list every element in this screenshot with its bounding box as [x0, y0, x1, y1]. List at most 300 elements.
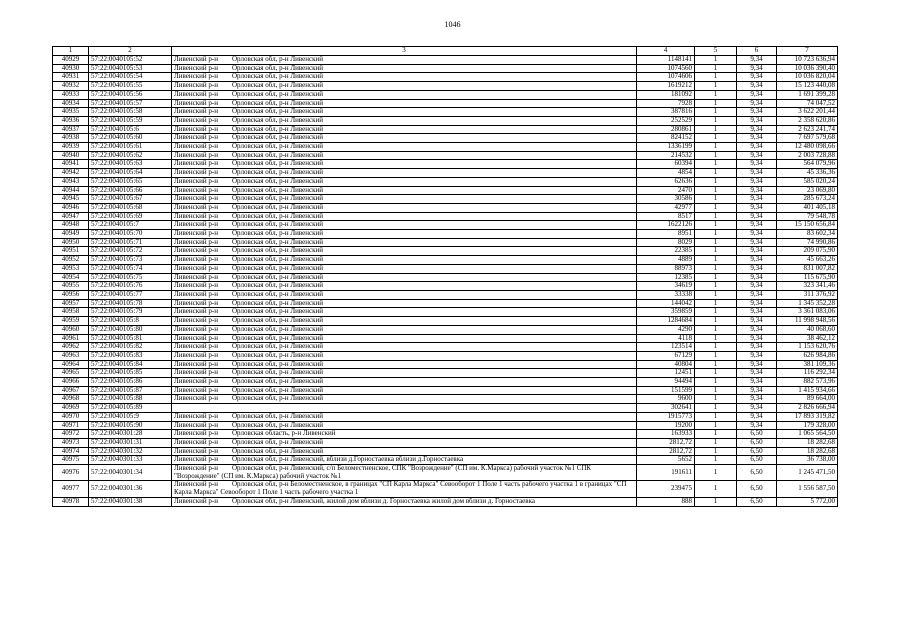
row-number-cell: 40967: [53, 386, 89, 395]
address: Орловская обл, р-н Ливенский: [232, 55, 324, 63]
value-cell: 5 772,00: [777, 497, 838, 506]
area-cell: 1284684: [637, 317, 695, 326]
cadastral-number-cell: 57:22:0040301:31: [89, 438, 172, 447]
rate-cell: 9,34: [737, 125, 777, 134]
table-row: [53, 497, 838, 506]
area-cell: 67129: [637, 351, 695, 360]
count-cell: 1: [695, 351, 737, 360]
area-cell: 181092: [637, 90, 695, 99]
area-cell: 88973: [637, 264, 695, 273]
row-number-cell: 40958: [53, 308, 89, 317]
address-cell: [172, 90, 637, 99]
cadastral-number-cell: 57:22:0040301:33: [89, 456, 172, 465]
table-row: [53, 343, 838, 352]
row-number-cell: 40940: [53, 151, 89, 160]
area-cell: 191611: [637, 465, 695, 481]
cadastral-number-cell: 57:22:0040105:53: [89, 64, 172, 73]
table-row: [53, 203, 838, 212]
table-row: [53, 334, 838, 343]
address-cell: [172, 64, 637, 73]
district: Ливенский р-н: [174, 125, 218, 133]
address: Орловская обл, р-н Ливенский, с/п Беломестненское, СПК "Возрождение" (СП им. К.Маркса) рабочий участок №1 СПК "Возрождение" (СП им. К.Маркса) рабочий участок №1: [174, 464, 592, 480]
count-cell: 1: [695, 125, 737, 134]
row-number-cell: 40960: [53, 325, 89, 334]
cadastral-number-cell: 57:22:0040105:90: [89, 421, 172, 430]
row-number-cell: 40968: [53, 395, 89, 404]
count-cell: 1: [695, 64, 737, 73]
row-number-cell: 40942: [53, 169, 89, 178]
count-cell: 1: [695, 308, 737, 317]
address-cell: [172, 82, 637, 91]
count-cell: 1: [695, 290, 737, 299]
count-cell: 1: [695, 203, 737, 212]
rate-cell: 9,34: [737, 169, 777, 178]
district: Ливенский р-н: [174, 316, 218, 325]
cadastral-number-cell: 57:22:0040301:36: [89, 481, 172, 497]
rate-cell: 9,34: [737, 203, 777, 212]
area-cell: 34619: [637, 282, 695, 291]
value-cell: 882 573,96: [777, 378, 838, 387]
value-cell: 2 003 728,88: [777, 151, 838, 160]
address-cell: [172, 343, 637, 352]
row-number-cell: 40962: [53, 343, 89, 352]
address: Орловская обл, р-н Ливенский: [232, 307, 324, 316]
value-cell: 36 738,00: [777, 456, 838, 465]
district: Ливенский р-н: [174, 307, 218, 316]
count-cell: 1: [695, 369, 737, 378]
district: Ливенский р-н: [174, 255, 218, 264]
district: Ливенский р-н: [174, 81, 218, 90]
rate-cell: 9,34: [737, 282, 777, 291]
value-cell: 564 079,96: [777, 160, 838, 169]
row-number-cell: 40970: [53, 412, 89, 421]
value-cell: 10 036 390,40: [777, 64, 838, 73]
address: Орловская обл, р-н Ливенский: [232, 264, 324, 272]
value-cell: 3 622 201,44: [777, 108, 838, 117]
rate-cell: 9,34: [737, 230, 777, 239]
district: Ливенский р-н: [174, 177, 218, 185]
value-cell: 401 405,18: [777, 203, 838, 212]
value-cell: 18 282,68: [777, 447, 838, 456]
area-cell: 2812,72: [637, 447, 695, 456]
row-number-cell: 40966: [53, 378, 89, 387]
address-cell: [172, 395, 637, 404]
address-cell: [172, 134, 637, 143]
district: Ливенский р-н: [174, 203, 218, 211]
address: Орловская обл, р-н Ливенский: [232, 133, 324, 142]
header-cell: 2: [89, 47, 172, 56]
district: Ливенский р-н: [174, 273, 218, 281]
rate-cell: 9,34: [737, 378, 777, 387]
area-cell: 302641: [637, 404, 695, 413]
rate-cell: 9,34: [737, 325, 777, 334]
rate-cell: 9,34: [737, 412, 777, 421]
row-number-cell: 40943: [53, 177, 89, 186]
row-number-cell: 40941: [53, 160, 89, 169]
cadastral-number-cell: 57:22:0040105:79: [89, 308, 172, 317]
value-cell: 89 664,00: [777, 395, 838, 404]
address-cell: [172, 125, 637, 134]
value-cell: 38 462,12: [777, 334, 838, 343]
count-cell: 1: [695, 395, 737, 404]
area-cell: 7928: [637, 99, 695, 108]
district: Ливенский р-н: [174, 194, 218, 203]
area-cell: 4854: [637, 169, 695, 178]
address: Орловская обл, р-н Ливенский: [232, 360, 324, 368]
rate-cell: 9,34: [737, 212, 777, 221]
address-cell: [172, 430, 637, 439]
value-cell: 585 020,24: [777, 177, 838, 186]
district: Ливенский р-н: [174, 212, 218, 220]
district: Ливенский р-н: [174, 133, 218, 142]
table-row: [53, 325, 838, 334]
cadastral-number-cell: 57:22:0040105:70: [89, 230, 172, 239]
cadastral-number-cell: 57:22:0040105:69: [89, 212, 172, 221]
cadastral-number-cell: 57:22:0040105:61: [89, 143, 172, 152]
row-number-cell: 40961: [53, 334, 89, 343]
count-cell: 1: [695, 438, 737, 447]
table-row: [53, 99, 838, 108]
cadastral-number-cell: 57:22:0040105:73: [89, 256, 172, 265]
area-cell: 1074560: [637, 64, 695, 73]
district: Ливенский р-н: [174, 264, 218, 272]
header-cell: 4: [637, 47, 695, 56]
value-cell: 83 602,34: [777, 230, 838, 239]
row-number-cell: 40969: [53, 404, 89, 413]
table-row: [53, 456, 838, 465]
rate-cell: 9,34: [737, 299, 777, 308]
area-cell: 19200: [637, 421, 695, 430]
address-cell: [172, 325, 637, 334]
value-cell: 23 069,80: [777, 186, 838, 195]
district: Ливенский р-н: [174, 351, 218, 359]
row-number-cell: 40963: [53, 351, 89, 360]
address-cell: [172, 369, 637, 378]
cadastral-number-cell: 57:22:0040301:32: [89, 447, 172, 456]
cadastral-number-cell: 57:22:0040105:65: [89, 177, 172, 186]
row-number-cell: 40965: [53, 369, 89, 378]
cadastral-number-cell: 57:22:0040105:80: [89, 325, 172, 334]
area-cell: 33338: [637, 290, 695, 299]
rate-cell: 6,50: [737, 430, 777, 439]
area-cell: 8029: [637, 238, 695, 247]
rate-cell: 6,50: [737, 456, 777, 465]
count-cell: 1: [695, 412, 737, 421]
address: Орловская обл, р-н Ливенский: [232, 229, 324, 238]
address: Орловская обл, р-н Ливенский: [232, 238, 324, 246]
count-cell: 1: [695, 221, 737, 230]
count-cell: 1: [695, 238, 737, 247]
count-cell: 1: [695, 430, 737, 439]
count-cell: 1: [695, 177, 737, 186]
header-cell: 3: [172, 47, 637, 56]
table-row: [53, 360, 838, 369]
address-cell: [172, 447, 637, 456]
value-cell: 381 109,36: [777, 360, 838, 369]
table-row: [53, 177, 838, 186]
count-cell: 1: [695, 334, 737, 343]
address-cell: [172, 412, 637, 421]
cadastral-number-cell: 57:22:0040105:75: [89, 273, 172, 282]
count-cell: 1: [695, 360, 737, 369]
header-row: [53, 47, 838, 56]
area-cell: 4118: [637, 334, 695, 343]
area-cell: 1915773: [637, 412, 695, 421]
district: Ливенский р-н: [174, 142, 218, 151]
district: Ливенский р-н: [174, 64, 218, 72]
address: Орловская обл, р-н Ливенский: [232, 90, 324, 98]
row-number-cell: 40932: [53, 82, 89, 91]
area-cell: 12385: [637, 273, 695, 282]
address: Орловская обл, р-н Ливенский: [232, 255, 324, 264]
address-cell: [172, 456, 637, 465]
area-cell: 4290: [637, 325, 695, 334]
rate-cell: 6,50: [737, 465, 777, 481]
rate-cell: 9,34: [737, 238, 777, 247]
cadastral-number-cell: 57:22:0040105:85: [89, 369, 172, 378]
value-cell: 179 328,00: [777, 421, 838, 430]
area-cell: 1148141: [637, 56, 695, 65]
rate-cell: 6,50: [737, 438, 777, 447]
count-cell: 1: [695, 73, 737, 82]
table-row: [53, 308, 838, 317]
table-row: [53, 134, 838, 143]
area-cell: 1336199: [637, 143, 695, 152]
value-cell: 3 361 083,06: [777, 308, 838, 317]
cadastral-number-cell: 57:22:0040105:87: [89, 386, 172, 395]
value-cell: 2 623 241,74: [777, 125, 838, 134]
district: Ливенский р-н: [174, 455, 218, 464]
count-cell: 1: [695, 317, 737, 326]
table-row: [53, 169, 838, 178]
district: Ливенский р-н: [174, 299, 218, 307]
address-cell: [172, 497, 637, 506]
address-cell: [172, 143, 637, 152]
value-cell: 831 007,82: [777, 264, 838, 273]
address: Орловская обл, р-н Ливенский: [232, 151, 324, 159]
table-row: [53, 282, 838, 291]
count-cell: 1: [695, 386, 737, 395]
cadastral-number-cell: 57:22:0040105:82: [89, 343, 172, 352]
address-cell: [172, 230, 637, 239]
table-row: [53, 465, 838, 481]
table-row: [53, 264, 838, 273]
district: Ливенский р-н: [174, 90, 218, 98]
address: Орловская обл, р-н Ливенский: [232, 203, 324, 211]
address: Орловская область, р-н Ливенский: [232, 429, 336, 438]
row-number-cell: 40931: [53, 73, 89, 82]
address: Орловская обл, р-н Ливенский: [232, 159, 324, 168]
row-number-cell: 40971: [53, 421, 89, 430]
address-cell: [172, 421, 637, 430]
row-number-cell: 40959: [53, 317, 89, 326]
count-cell: 1: [695, 195, 737, 204]
count-cell: 1: [695, 116, 737, 125]
address-cell: [172, 195, 637, 204]
district: Ливенский р-н: [174, 168, 218, 177]
row-number-cell: 40944: [53, 186, 89, 195]
address: Орловская обл, р-н Ливенский: [232, 116, 324, 124]
rate-cell: 9,34: [737, 308, 777, 317]
table-row: [53, 412, 838, 421]
table-row: [53, 160, 838, 169]
table-row: [53, 421, 838, 430]
address-cell: [172, 238, 637, 247]
table-row: [53, 378, 838, 387]
row-number-cell: 40950: [53, 238, 89, 247]
row-number-cell: 40937: [53, 125, 89, 134]
district: Ливенский р-н: [174, 99, 218, 107]
rate-cell: 9,34: [737, 160, 777, 169]
area-cell: 1622126: [637, 221, 695, 230]
count-cell: 1: [695, 256, 737, 265]
cadastral-number-cell: 57:22:0040105:55: [89, 82, 172, 91]
cadastral-number-cell: 57:22:0040105:63: [89, 160, 172, 169]
cadastral-number-cell: 57:22:0040105:60: [89, 134, 172, 143]
address: Орловская обл, р-н Ливенский: [232, 168, 324, 177]
cadastral-number-cell: 57:22:0040105:57: [89, 99, 172, 108]
address: Орловская обл, р-н Ливенский: [232, 194, 324, 203]
district: Ливенский р-н: [174, 186, 218, 194]
area-cell: 359859: [637, 308, 695, 317]
district: Ливенский р-н: [174, 220, 218, 229]
value-cell: 15 150 656,84: [777, 221, 838, 230]
area-cell: 888: [637, 497, 695, 506]
table-row: [53, 299, 838, 308]
count-cell: 1: [695, 273, 737, 282]
count-cell: 1: [695, 212, 737, 221]
row-number-cell: 40976: [53, 465, 89, 481]
cadastral-number-cell: 57:22:0040105:9: [89, 412, 172, 421]
rate-cell: 9,34: [737, 351, 777, 360]
address-cell: [172, 308, 637, 317]
address-cell: [172, 169, 637, 178]
rate-cell: 9,34: [737, 56, 777, 65]
cadastral-number-cell: 57:22:0040105:64: [89, 169, 172, 178]
value-cell: 74 990,86: [777, 238, 838, 247]
count-cell: 1: [695, 169, 737, 178]
address: Орловская обл, р-н Ливенский, вблизи д.Горностаевка вблизи д.Горностаевка: [232, 455, 464, 464]
area-cell: 9600: [637, 395, 695, 404]
row-number-cell: 40955: [53, 282, 89, 291]
cadastral-number-cell: 57:22:0040105:54: [89, 73, 172, 82]
row-number-cell: 40975: [53, 456, 89, 465]
district: Ливенский р-н: [174, 377, 218, 386]
cadastral-number-cell: 57:22:0040105:68: [89, 203, 172, 212]
value-cell: 1 556 587,50: [777, 481, 838, 497]
value-cell: 116 292,34: [777, 369, 838, 378]
area-cell: 22385: [637, 247, 695, 256]
rate-cell: 9,34: [737, 151, 777, 160]
count-cell: 1: [695, 456, 737, 465]
count-cell: 1: [695, 134, 737, 143]
rate-cell: 9,34: [737, 99, 777, 108]
cadastral-number-cell: 57:22:0040105:74: [89, 264, 172, 273]
table-row: [53, 116, 838, 125]
row-number-cell: 40935: [53, 108, 89, 117]
rate-cell: 9,34: [737, 82, 777, 91]
address-cell: [172, 247, 637, 256]
rate-cell: 9,34: [737, 264, 777, 273]
table-row: [53, 82, 838, 91]
area-cell: 214532: [637, 151, 695, 160]
value-cell: 115 675,90: [777, 273, 838, 282]
table-row: [53, 395, 838, 404]
count-cell: 1: [695, 447, 737, 456]
area-cell: 144042: [637, 299, 695, 308]
value-cell: 40 068,60: [777, 325, 838, 334]
row-number-cell: 40953: [53, 264, 89, 273]
area-cell: 60394: [637, 160, 695, 169]
address-cell: [172, 360, 637, 369]
count-cell: 1: [695, 421, 737, 430]
table-row: [53, 290, 838, 299]
rate-cell: 9,34: [737, 421, 777, 430]
value-cell: 74 047,52: [777, 99, 838, 108]
table-row: [53, 430, 838, 439]
rate-cell: 9,34: [737, 334, 777, 343]
address-cell: [172, 334, 637, 343]
area-cell: 2470: [637, 186, 695, 195]
cadastral-number-cell: 57:22:0040105:89: [89, 404, 172, 413]
value-cell: 10 036 820,04: [777, 73, 838, 82]
district: Ливенский р-н: [174, 107, 218, 116]
area-cell: 30586: [637, 195, 695, 204]
area-cell: 824152: [637, 134, 695, 143]
table-row: [53, 481, 838, 497]
row-number-cell: 40974: [53, 447, 89, 456]
district: Ливенский р-н: [174, 342, 218, 351]
value-cell: 45 336,36: [777, 169, 838, 178]
area-cell: 239475: [637, 481, 695, 497]
rate-cell: 9,34: [737, 247, 777, 256]
table-row: [53, 151, 838, 160]
count-cell: 1: [695, 143, 737, 152]
row-number-cell: 40949: [53, 230, 89, 239]
table-row: [53, 438, 838, 447]
address: Орловская обл, р-н Ливенский: [232, 438, 324, 446]
address: Орловская обл, р-н Ливенский: [232, 299, 324, 307]
area-cell: 2812,72: [637, 438, 695, 447]
table-row: [53, 143, 838, 152]
value-cell: 45 663,26: [777, 256, 838, 265]
value-cell: 1 691 399,28: [777, 90, 838, 99]
area-cell: 252529: [637, 116, 695, 125]
address: Орловская обл, р-н Ливенский: [232, 186, 324, 194]
table-row: [53, 447, 838, 456]
row-number-cell: 40945: [53, 195, 89, 204]
header-cell: 1: [53, 47, 89, 56]
rate-cell: 9,34: [737, 386, 777, 395]
rate-cell: 9,34: [737, 186, 777, 195]
district: Ливенский р-н: [174, 394, 218, 403]
rate-cell: 9,34: [737, 195, 777, 204]
value-cell: 323 341,46: [777, 282, 838, 291]
rate-cell: 9,34: [737, 290, 777, 299]
count-cell: 1: [695, 481, 737, 497]
value-cell: 285 673,24: [777, 195, 838, 204]
row-number-cell: 40957: [53, 299, 89, 308]
row-number-cell: 40973: [53, 438, 89, 447]
table-row: [53, 238, 838, 247]
table-row: [53, 230, 838, 239]
district: Ливенский р-н: [174, 281, 218, 290]
district: Ливенский р-н: [174, 246, 218, 255]
row-number-cell: 40930: [53, 64, 89, 73]
address-cell: [172, 151, 637, 160]
table-row: [53, 125, 838, 134]
value-cell: 209 075,90: [777, 247, 838, 256]
